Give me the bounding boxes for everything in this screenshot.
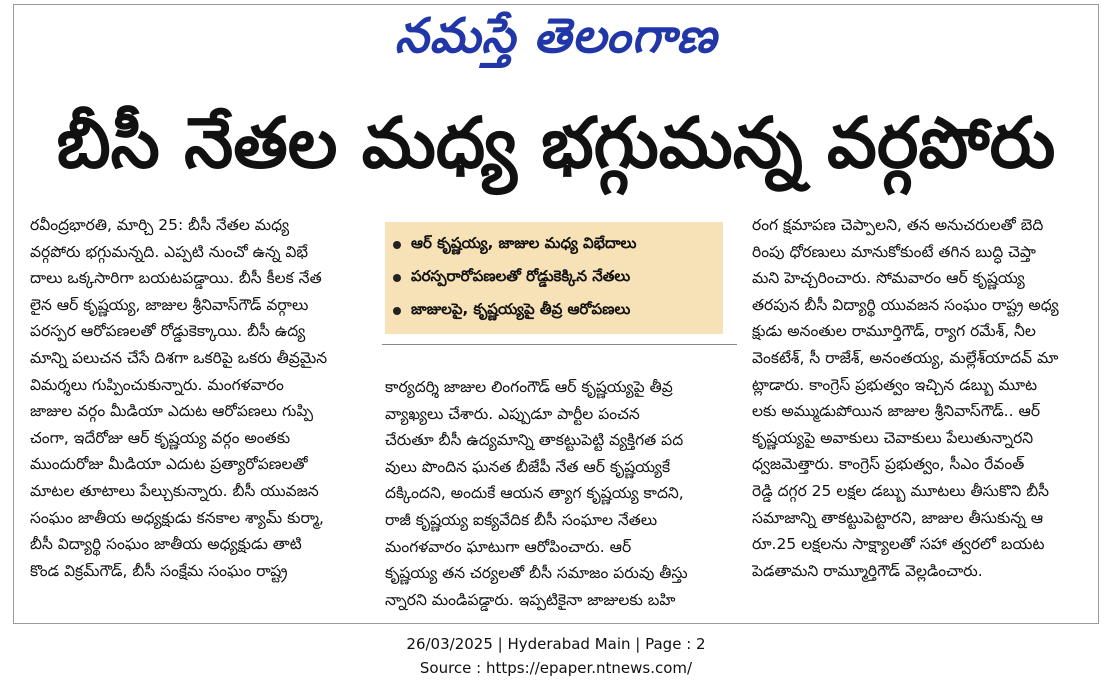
highlight-item [393,228,715,261]
highlight-text: జాజులపై, కృష్ణయ్యపై తీవ్ర ఆరోపణలు [411,299,631,318]
text-line: మాన్ని పలుచన చేసే దిశగా ఒకరిపై ఒకరు తీవ్రమైన [30,348,328,367]
article-headline [24,101,1088,197]
article-column-3 [752,212,1097,584]
text-line: రంగ క్షమాపణ చెప్పాలని, తన అనుచరులతో బెది [752,216,1044,234]
headline-text: బీసీ నేతల మధ్య భగ్గుమన్న వర్గపోరు [56,101,1056,184]
text-line: వులు పొందిన ఘనత బీజేపీ నేత ఆర్ కృష్ణయ్యకే [385,457,671,476]
text-line: వ్యాఖ్యలు చేశారు. ఎప్పుడూ పార్టీల పంచన [385,404,640,423]
text-line: చేరుతూ బీసీ ఉద్యమాన్ని తాకట్టుపెట్టి వ్యక్తిగత పద [385,431,684,450]
text-line: కృష్ణయ్య తన చర్యలతో బీసీ సమాజం పరువు తీస్తు [385,564,688,583]
text-line: రూ.25 లక్షలను సాక్ష్యాలతో సహా త్వరలో బయట [752,535,1045,554]
article-column-1 [30,212,370,584]
edition-info: 26/03/2025 | Hyderabad Main | Page : 2 [406,635,706,653]
text-line: ట్లాడారు. కాంగ్రెస్ ప్రభుత్వం ఇచ్చిన డబ్బు మూట [752,375,1038,394]
page-footer [0,632,1112,680]
text-line: కార్యదర్శి జాజుల లింగంగౌడ్ ఆర్ కృష్ణయ్యపై తీవ్ర [385,378,673,396]
highlight-item [393,294,715,327]
text-line: రింపు ధోరణులు మానుకోకుంటే తగిన బుద్ధి చెప్తా [752,242,1036,261]
text-line: న్నారని మండిపడ్డారు. ఇప్పటికైనా జాజులకు బహి [385,590,676,609]
bullet-icon [393,307,401,315]
text-line: దాలు ఒక్కసారిగా బయటపడ్డాయి. బీసీ కీలక నేత [30,269,322,288]
text-line: సమాజాన్ని తాకట్టుపెట్టారని, జాజుల తీసుకున్న ఆ [752,508,1044,527]
text-line: కొండ విక్రమ్‌గౌడ్, బీసీ సంక్షేమ సంఘం రాష్ట్ర [30,561,288,580]
text-line: దక్కిందని, అందుకే ఆయన త్యాగ కృష్ణయ్య కాదని, [385,484,684,503]
newspaper-masthead [14,9,1098,75]
text-line: ముందురోజు మీడియా ఎదుట ప్రత్యారోపణలతో [30,455,308,474]
bullet-icon [393,241,401,249]
text-line: వర్గపోరు భగ్గుమన్నది. ఎప్పటి నుంచో ఉన్న విభే [30,242,309,261]
text-line: లకు అమ్ముడుపోయిన జాజుల శ్రీనివాస్‌గౌడ్.. ఆర్ [752,402,1041,421]
text-line: లైన ఆర్ కృష్ణయ్య, జాజుల శ్రీనివాస్‌గౌడ్ వర్గాలు [30,295,309,314]
text-line: చంగా, ఇదేరోజు ఆర్ కృష్ణయ్య వర్గం అంతకు [30,428,291,447]
text-line: పెడతామని రామ్మూర్తిగౌడ్ వెల్లడించారు. [752,561,983,580]
text-line: పరస్పర ఆరోపణలతో రోడ్డుకెక్కాయి. బీసీ ఉద్య [30,322,306,341]
text-line: రాజీ కృష్ణయ్య ఐక్యవేదిక బీసీ సంఘాల నేతలు [385,510,658,529]
source-link: Source : https://epaper.ntnews.com/ [419,659,693,677]
article-column-2 [385,374,740,613]
text-line: ధ్వజమెత్తారు. కాంగ్రెస్ ప్రభుత్వం, సీఎం రేవంత్ [752,455,1025,474]
text-line: వెంకటేశ్, సీ రాజేశ్, అనంతయ్య, మల్లేశ్‌యాదవ్ మా [752,348,1059,367]
text-line: మని హెచ్చరించారు. సోమవారం ఆర్ కృష్ణయ్య [752,269,1025,288]
text-line: జాజుల వర్గం మీడియా ఎదుట ఆరోపణలు గుప్పి [30,402,314,421]
bullet-icon [393,274,401,282]
text-line: రవీంద్రభారతి, మార్చి 25: బీసీ నేతల మధ్య [30,216,290,234]
highlight-text: ఆర్ కృష్ణయ్య, జాజుల మధ్య విభేదాలు [411,233,637,252]
text-line: తరపున బీసీ విద్యార్థి యువజన సంఘం రాష్ట్ర అధ్య [752,295,1059,314]
text-line: బీసీ విద్యార్థి సంఘం జాతీయ అధ్యక్షుడు తాటి [30,535,302,554]
masthead-logo: నమస్తే తెలంగాణ [394,8,718,64]
text-line: కృష్ణయ్యపై అవాకులు చెవాకులు పేలుతున్నారని [752,428,1034,447]
highlight-text: పరస్పరారోపణలతో రోడ్డుకెక్కిన నేతలు [411,266,631,285]
text-line: సంఘం జాతీయ అధ్యక్షుడు కనకాల శ్యామ్ కుర్మా, [30,508,324,527]
column-divider [382,344,737,345]
text-line: మంగళవారం ఘాటుగా ఆరోపించారు. ఆర్ [385,537,632,556]
text-line: క్షుడు అనంతుల రామూర్తిగౌడ్, ర్యాగ రమేశ్, నీల [752,322,1036,341]
text-line: మాటల తూటాలు పేల్చుకున్నారు. బీసీ యువజన [30,481,319,500]
text-line: విమర్శలు గుప్పించుకున్నారు. మంగళవారం [30,375,284,394]
text-line: రెడ్డి దగ్గర 25 లక్షల డబ్బు మూటలు తీసుకొని బీసీ [752,481,1050,500]
highlights-box [385,222,723,334]
highlight-item [393,261,715,294]
